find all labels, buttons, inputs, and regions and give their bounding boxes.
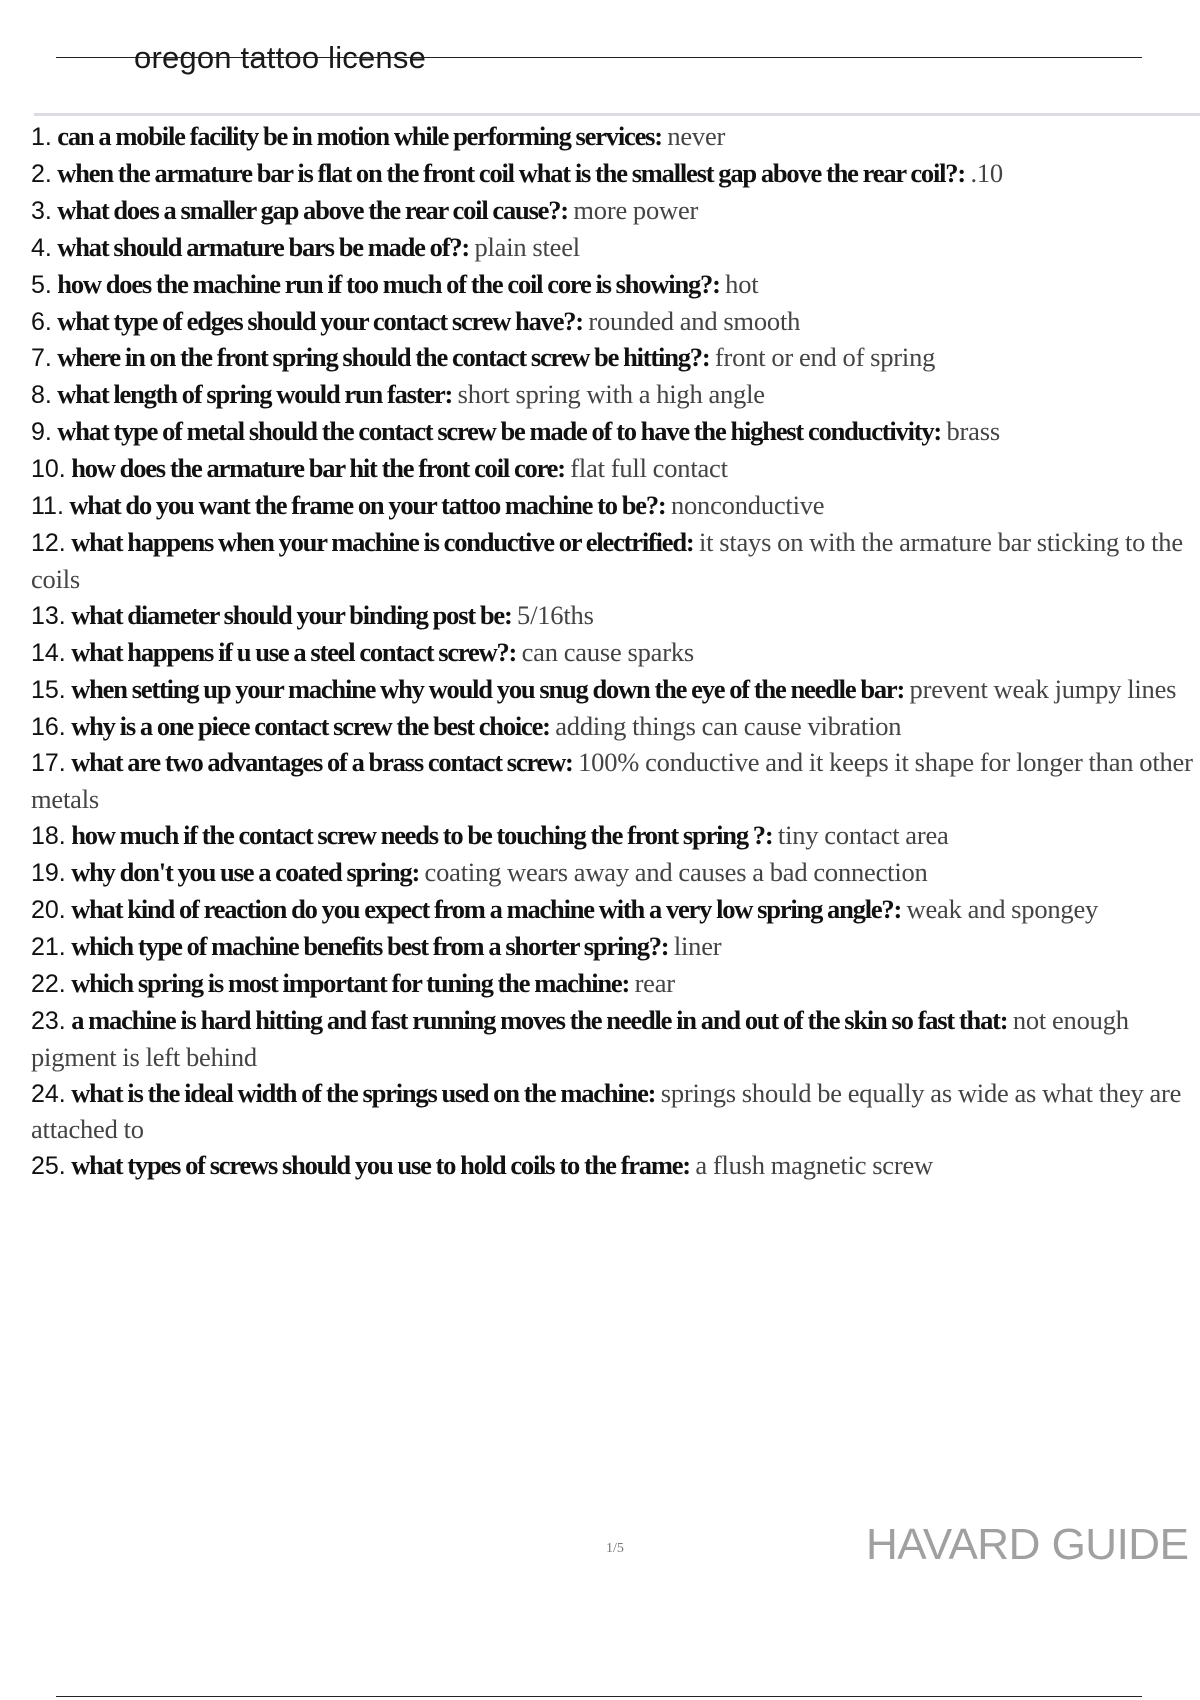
qa-number: 5. (31, 270, 52, 299)
qa-number: 6. (31, 307, 52, 336)
qa-item (31, 488, 1196, 525)
qa-number: 3. (31, 196, 52, 225)
qa-number: 10. (31, 455, 66, 484)
qa-answer: it stays on with the armature bar sticking to the coils (31, 526, 1183, 594)
qa-item (31, 267, 1196, 304)
qa-item (31, 156, 1196, 193)
qa-question: what diameter should your binding post be: (71, 599, 512, 630)
qa-number: 9. (31, 418, 52, 447)
qa-question: a machine is hard hitting and fast running moves the needle in and out of the skin so fast that: (71, 1004, 1008, 1035)
qa-item (31, 230, 1196, 267)
header-divider (34, 113, 1200, 116)
qa-question: when the armature bar is flat on the front coil what is the smallest gap above the rear coil?: (57, 157, 965, 188)
qa-item (31, 635, 1196, 672)
qa-item (31, 1076, 1196, 1149)
qa-answer: never (667, 121, 726, 151)
qa-question: can a mobile facility be in motion while performing services: (57, 121, 662, 151)
qa-number: 17. (31, 749, 66, 778)
qa-number: 2. (31, 159, 52, 188)
qa-question: why is a one piece contact screw the best choice: (71, 710, 550, 741)
qa-item (31, 966, 1196, 1003)
qa-number: 1. (31, 123, 52, 151)
page-header (56, 40, 1142, 80)
watermark-havard-guide: HAVARD GUIDE (866, 1520, 1189, 1569)
qa-number: 15. (31, 675, 66, 704)
qa-answer: rounded and smooth (588, 305, 801, 336)
footer-rule (56, 1696, 1142, 1697)
qa-answer: not enough pigment is left behind (31, 1004, 1129, 1072)
qa-question: why don't you use a coated spring: (71, 857, 420, 888)
qa-answer: coating wears away and causes a bad connection (424, 857, 928, 888)
qa-question: what should armature bars be made of?: (57, 231, 470, 262)
qa-item (31, 929, 1196, 966)
qa-number: 18. (31, 822, 66, 851)
qa-number: 16. (31, 712, 66, 741)
qa-item (31, 818, 1196, 855)
qa-item (31, 414, 1196, 451)
qa-question: which spring is most important for tuning the machine: (71, 967, 630, 998)
qa-question: what happens if u use a steel contact screw?: (71, 636, 517, 667)
qa-question: what does a smaller gap above the rear coil cause?: (57, 194, 568, 225)
qa-answer: flat full contact (570, 453, 728, 484)
qa-item (31, 193, 1196, 230)
qa-question: what kind of reaction do you expect from a machine with a very low spring angle?: (71, 894, 902, 925)
qa-item (31, 745, 1196, 818)
qa-number: 25. (31, 1152, 66, 1181)
qa-number: 8. (31, 381, 52, 410)
qa-item (31, 672, 1196, 709)
qa-number: 4. (31, 233, 52, 262)
qa-number: 21. (31, 932, 66, 961)
qa-answer: springs should be equally as wide as what they are attached to (31, 1077, 1182, 1145)
qa-answer: tiny contact area (777, 820, 949, 851)
qa-question: where in on the front spring should the contact screw be hitting?: (57, 342, 710, 373)
qa-answer: brass (946, 416, 1000, 447)
qa-question: what happens when your machine is conductive or electrified: (71, 526, 694, 557)
qa-number: 22. (31, 969, 66, 998)
qa-item (31, 340, 1196, 377)
qa-number: 23. (31, 1006, 66, 1035)
qa-answer: adding things can cause vibration (555, 710, 902, 741)
qa-answer: plain steel (474, 231, 580, 262)
qa-answer: short spring with a high angle (457, 379, 765, 410)
qa-answer: nonconductive (670, 490, 825, 521)
qa-answer: liner (673, 930, 722, 961)
page-number: 1/5 (606, 1541, 624, 1556)
qa-question: when setting up your machine why would you snug down the eye of the needle bar: (71, 673, 905, 704)
qa-answer: .10 (970, 157, 1003, 188)
qa-question: what do you want the frame on your tattoo machine to be?: (69, 490, 666, 521)
qa-answer: rear (634, 967, 675, 998)
qa-number: 24. (31, 1079, 66, 1108)
qa-item (31, 377, 1196, 414)
qa-number: 11. (31, 492, 64, 521)
qa-item (31, 709, 1196, 746)
qa-item (31, 119, 1196, 156)
qa-number: 14. (31, 638, 66, 667)
qa-answer: hot (725, 268, 759, 299)
qa-answer: a flush magnetic screw (695, 1150, 933, 1181)
qa-question: what type of edges should your contact screw have?: (57, 305, 583, 336)
qa-item (31, 892, 1196, 929)
qa-item (31, 1003, 1196, 1076)
qa-item (31, 598, 1196, 635)
qa-answer: weak and spongey (906, 894, 1099, 925)
qa-question: how does the machine run if too much of the coil core is showing?: (57, 268, 720, 299)
qa-answer: more power (573, 194, 699, 225)
qa-number: 13. (31, 601, 66, 630)
qa-item (31, 855, 1196, 892)
qa-number: 7. (31, 344, 52, 373)
qa-list (31, 119, 1196, 1185)
qa-number: 12. (31, 528, 66, 557)
qa-question: which type of machine benefits best from a shorter spring?: (71, 930, 669, 961)
qa-answer: 5/16ths (517, 599, 594, 630)
qa-number: 20. (31, 896, 66, 925)
qa-answer: 100% conductive and it keeps it shape for longer than other metals (31, 747, 1193, 815)
qa-question: how does the armature bar hit the front coil core: (71, 453, 565, 484)
qa-answer: can cause sparks (521, 636, 695, 667)
qa-item (31, 525, 1196, 598)
qa-answer: front or end of spring (714, 342, 936, 373)
qa-question: how much if the contact screw needs to be touching the front spring ?: (71, 820, 773, 851)
qa-item (31, 1148, 1196, 1185)
qa-question: what are two advantages of a brass contact screw: (71, 747, 573, 778)
qa-question: what is the ideal width of the springs used on the machine: (71, 1077, 656, 1108)
qa-number: 19. (31, 859, 66, 888)
document-title: oregon tattoo license (134, 40, 427, 75)
qa-question: what length of spring would run faster: (57, 379, 453, 410)
qa-question: what types of screws should you use to hold coils to the frame: (71, 1150, 690, 1181)
qa-item (31, 304, 1196, 341)
qa-question: what type of metal should the contact screw be made of to have the highest conductivity: (57, 416, 942, 447)
qa-answer: prevent weak jumpy lines (909, 673, 1177, 704)
qa-item (31, 451, 1196, 488)
